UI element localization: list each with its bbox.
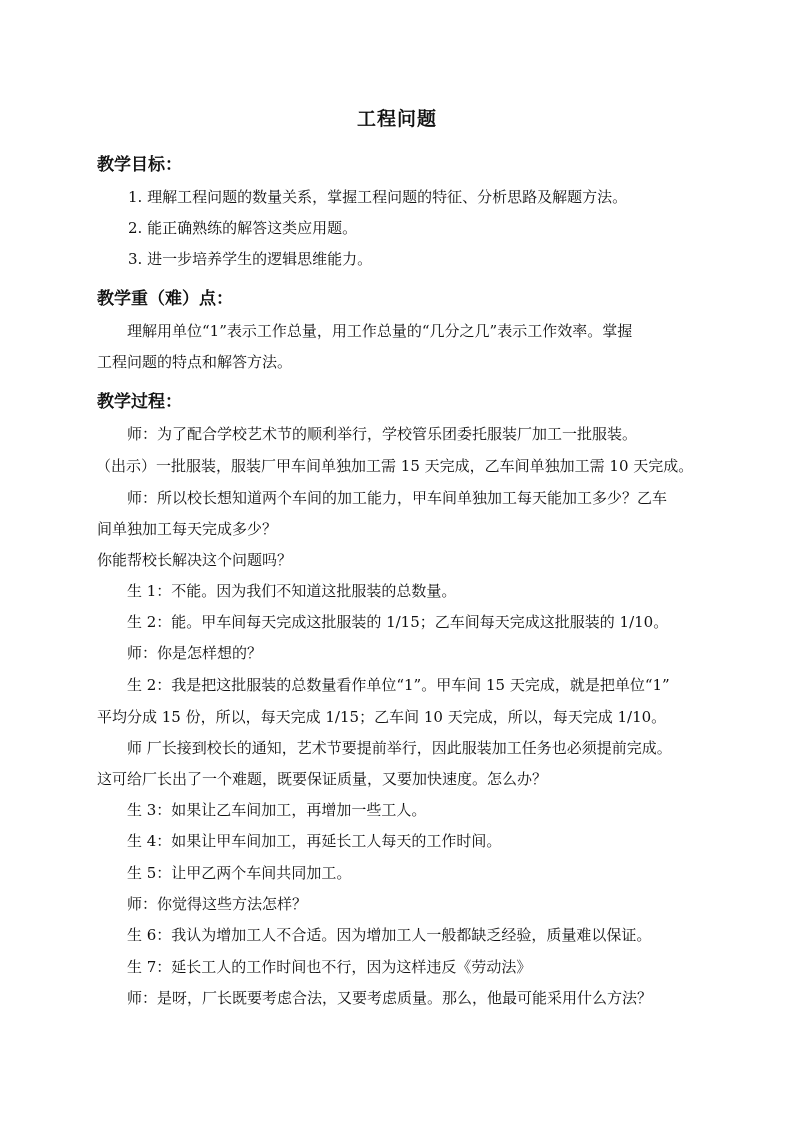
process-paragraph: 生 2：能。甲车间每天完成这批服装的 1/15；乙车间每天完成这批服装的 1/10。 bbox=[127, 613, 669, 631]
process-paragraph: 间单独加工每天完成多少？ bbox=[97, 520, 278, 538]
objectives-heading: 教学目标： bbox=[97, 155, 182, 175]
objective-item: 1. 理解工程问题的数量关系，掌握工程问题的特征、分析思路及解题方法。 bbox=[128, 188, 628, 206]
process-paragraph: 生 1：不能。因为我们不知道这批服装的总数量。 bbox=[127, 582, 457, 600]
process-paragraph: 师：是呀，厂长既要考虑合法，又要考虑质量。那么，他最可能采用什么方法？ bbox=[127, 989, 653, 1007]
process-paragraph: 这可给厂长出了一个难题，既要保证质量，又要加快速度。怎么办？ bbox=[97, 770, 548, 788]
objective-item: 3. 进一步培养学生的逻辑思维能力。 bbox=[128, 250, 373, 268]
process-paragraph: 师：所以校长想知道两个车间的加工能力，甲车间单独加工每天能加工多少？乙车 bbox=[127, 489, 668, 507]
process-paragraph: 师：你觉得这些方法怎样？ bbox=[127, 895, 308, 913]
key-points-text: 工程问题的特点和解答方法。 bbox=[97, 353, 293, 371]
process-paragraph: 生 7：延长工人的工作时间也不行，因为这样违反《劳动法》 bbox=[127, 958, 532, 976]
process-paragraph: 平均分成 15 份，所以，每天完成 1/15；乙车间 10 天完成，所以，每天完成 1/10。 bbox=[97, 708, 667, 726]
process-paragraph: 生 6：我认为增加工人不合适。因为增加工人一般都缺乏经验，质量难以保证。 bbox=[127, 926, 652, 944]
process-paragraph: 师：为了配合学校艺术节的顺利举行，学校管乐团委托服装厂加工一批服装。 bbox=[127, 425, 638, 443]
process-paragraph: （出示）一批服装，服装厂甲车间单独加工需 15 天完成，乙车间单独加工需 10 天完成。 bbox=[96, 457, 694, 475]
process-heading: 教学过程： bbox=[97, 392, 182, 412]
process-paragraph: 你能帮校长解决这个问题吗？ bbox=[97, 551, 293, 569]
key-points-heading: 教学重（难）点： bbox=[97, 289, 233, 309]
process-paragraph: 生 2：我是把这批服装的总数量看作单位“1”。甲车间 15 天完成，就是把单位“1” bbox=[127, 676, 670, 694]
process-paragraph: 生 5：让甲乙两个车间共同加工。 bbox=[127, 864, 352, 882]
process-paragraph: 师 厂长接到校长的通知，艺术节要提前举行，因此服装加工任务也必须提前完成。 bbox=[127, 739, 672, 757]
objective-item: 2. 能正确熟练的解答这类应用题。 bbox=[128, 219, 358, 237]
document-title: 工程问题 bbox=[356, 108, 437, 130]
process-paragraph: 生 4：如果让甲车间加工，再延长工人每天的工作时间。 bbox=[127, 832, 502, 850]
key-points-text: 理解用单位“1”表示工作总量，用工作总量的“几分之几”表示工作效率。掌握 bbox=[127, 322, 633, 340]
process-paragraph: 生 3：如果让乙车间加工，再增加一些工人。 bbox=[127, 801, 427, 819]
process-paragraph: 师：你是怎样想的？ bbox=[127, 644, 263, 662]
